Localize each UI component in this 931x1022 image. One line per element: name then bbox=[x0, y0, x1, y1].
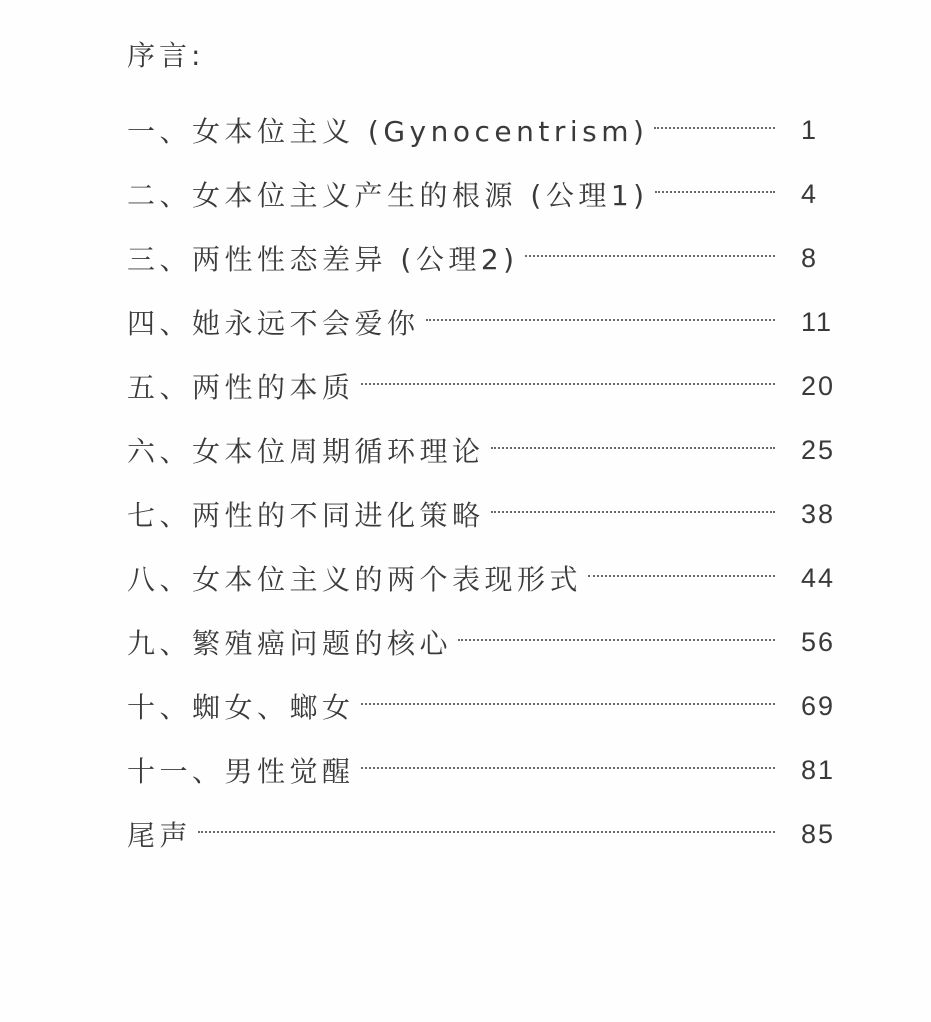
toc-entry bbox=[127, 738, 853, 802]
dot-leader bbox=[192, 833, 801, 835]
toc-entry bbox=[127, 226, 853, 290]
dot-leader bbox=[355, 769, 801, 771]
toc-entry-title: 六、女本位周期循环理论 bbox=[127, 435, 485, 468]
toc-entry-page: 69 bbox=[801, 690, 836, 721]
toc-entry-page: 11 bbox=[801, 306, 834, 337]
dot-leader bbox=[420, 321, 801, 323]
toc-entry-title: 五、两性的本质 bbox=[127, 371, 355, 404]
toc-entry-page: 44 bbox=[801, 562, 836, 593]
toc-entry-page: 38 bbox=[801, 498, 836, 529]
toc-entry bbox=[127, 290, 853, 354]
toc-entry bbox=[127, 354, 853, 418]
toc-entry bbox=[127, 482, 853, 546]
toc-entry-title: 九、繁殖癌问题的核心 bbox=[127, 627, 453, 660]
toc-entry bbox=[127, 418, 853, 482]
toc-entry-page: 56 bbox=[801, 626, 836, 657]
toc-entry-title: 三、两性性态差异 (公理2) bbox=[127, 243, 519, 276]
toc-entry bbox=[127, 802, 853, 866]
table-of-contents bbox=[127, 98, 853, 866]
toc-entry-title: 七、两性的不同进化策略 bbox=[127, 499, 485, 532]
toc-entry-title: 十、蜘女、螂女 bbox=[127, 691, 355, 724]
toc-entry-page: 4 bbox=[801, 178, 819, 209]
toc-entry-page: 85 bbox=[801, 818, 836, 849]
toc-entry-title: 二、女本位主义产生的根源 (公理1) bbox=[127, 179, 649, 212]
dot-leader bbox=[485, 513, 801, 515]
toc-entry-title: 十一、男性觉醒 bbox=[127, 755, 355, 788]
toc-entry bbox=[127, 546, 853, 610]
preface-heading: 序言: bbox=[127, 39, 205, 72]
toc-entry-page: 8 bbox=[801, 242, 819, 273]
toc-entry-page: 81 bbox=[801, 754, 836, 785]
toc-entry bbox=[127, 610, 853, 674]
dot-leader bbox=[519, 257, 801, 259]
dot-leader bbox=[485, 449, 801, 451]
dot-leader bbox=[452, 641, 801, 643]
toc-entry-page: 1 bbox=[801, 114, 819, 145]
dot-leader bbox=[649, 193, 801, 195]
dot-leader bbox=[355, 705, 801, 707]
dot-leader bbox=[582, 577, 801, 579]
toc-entry-page: 25 bbox=[801, 434, 836, 465]
dot-leader bbox=[355, 385, 801, 387]
toc-entry bbox=[127, 674, 853, 738]
toc-entry-title: 一、女本位主义 (Gynocentrism) bbox=[127, 115, 649, 148]
toc-entry-title: 尾声 bbox=[127, 819, 193, 852]
dot-leader bbox=[648, 129, 801, 131]
toc-entry-page: 20 bbox=[801, 370, 836, 401]
toc-entry-title: 四、她永远不会爱你 bbox=[127, 307, 420, 340]
toc-entry-title: 八、女本位主义的两个表现形式 bbox=[127, 563, 583, 596]
toc-entry bbox=[127, 162, 853, 226]
toc-entry bbox=[127, 98, 853, 162]
